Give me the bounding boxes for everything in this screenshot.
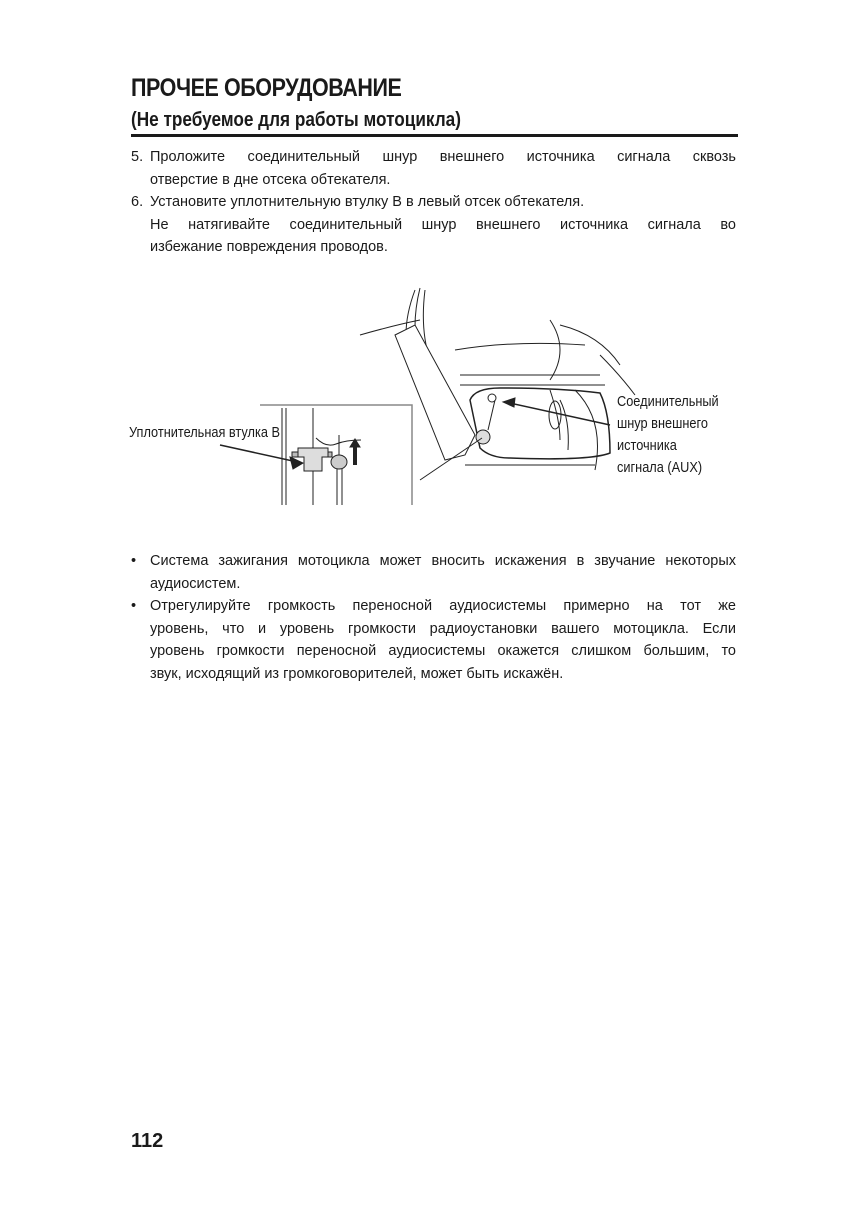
page-title: ПРОЧЕЕ ОБОРУДОВАНИЕ [131,74,402,102]
step-5: 5. Проложите соединительный шнур внешнего источника сигнала сквозь отверстие в дне отсека обтекателя. [131,149,736,188]
step-6: 6. Установите уплотнительную втулку B в левый отсек обтекателя. Не натягивайте соединительный шнур внешнего источника сигнала во избежание повреждения проводов. [131,194,736,255]
note-item: • Система зажигания мотоцикла может вносить искажения в звучание некоторых аудиосистем. [131,553,736,592]
page-subtitle: (Не требуемое для работы мотоцикла) [131,109,461,131]
label-grommet-b: Уплотнительная втулка B [129,425,280,441]
page-number: 112 [131,1130,164,1152]
title-rule [131,134,738,137]
note-item: • Отрегулируйте громкость переносной аудиосистемы примерно на тот же уровень, что и уровень громкости радиоустановки вашего мотоцикла. Если уровень громкости переносной аудиосистемы окажется слишком большим, то звук, исходящий из громкоговорителей, может быть искажён. [131,598,736,682]
installation-figure [120,280,750,510]
label-aux-cable: Соединительный шнур внешнего источника сигнала (AUX) [617,394,719,476]
notes-list [131,550,736,685]
steps-list [131,146,736,259]
